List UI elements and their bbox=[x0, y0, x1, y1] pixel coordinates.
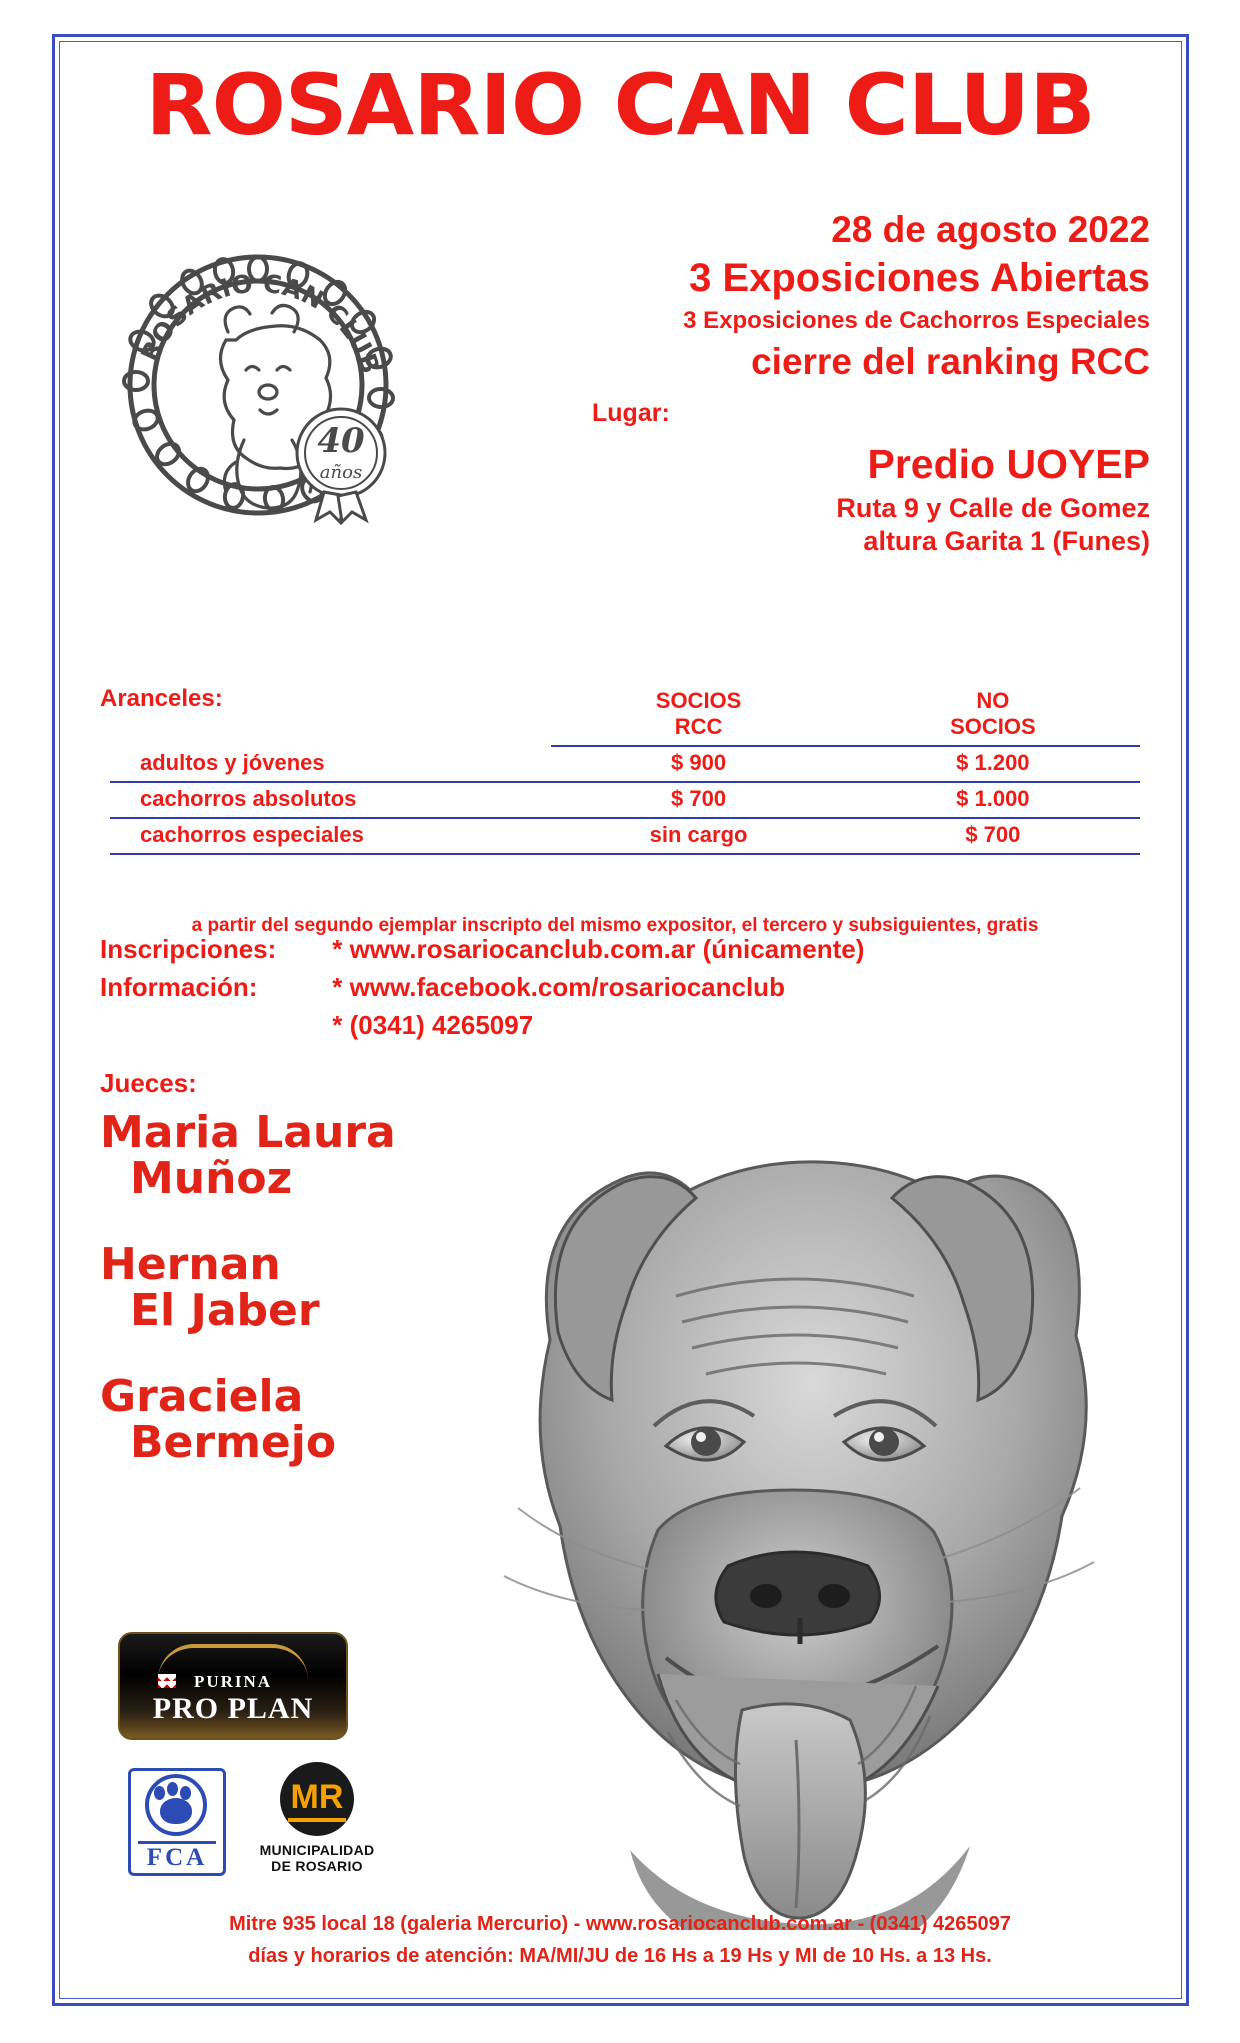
sponsor-fca-logo bbox=[128, 1768, 226, 1876]
event-date: 28 de agosto 2022 bbox=[831, 209, 1150, 250]
muni-line1: MUNICIPALIDAD bbox=[259, 1842, 375, 1858]
club-logo-years-word: años bbox=[319, 462, 363, 483]
event-header bbox=[470, 208, 1150, 558]
dog-portrait-icon bbox=[430, 1010, 1160, 1930]
venue-name: Predio UOYEP bbox=[867, 441, 1150, 487]
sponsor-proplan-logo bbox=[118, 1632, 348, 1740]
fees-note: a partir del segundo ejemplar inscripto del mismo expositor, el tercero y subsiguientes, gratis bbox=[191, 915, 1039, 936]
fees-row2-socios: $ 700 bbox=[551, 782, 845, 818]
list-item bbox=[100, 1371, 460, 1468]
fees-col1-line2: RCC bbox=[551, 714, 845, 746]
paw-toe-icon bbox=[154, 1786, 165, 1800]
judges-list bbox=[100, 1107, 460, 1506]
fees-header-row-1 bbox=[110, 685, 1140, 714]
judge-2-last: El Jaber bbox=[130, 1285, 320, 1336]
page-title: ROSARIO CAN CLUB bbox=[145, 56, 1095, 154]
purina-wordmark: PURINA bbox=[193, 1672, 273, 1691]
fees-row1-socios: $ 900 bbox=[551, 746, 845, 782]
fees-row3-label: cachorros especiales bbox=[110, 818, 551, 854]
event-ranking-close: cierre del ranking RCC bbox=[751, 341, 1150, 382]
fees-col2-line1: NO bbox=[976, 688, 1010, 713]
fees-col2-line2: SOCIOS bbox=[846, 714, 1140, 746]
judge-1-last: Muñoz bbox=[130, 1153, 293, 1204]
muni-line2: DE ROSARIO bbox=[271, 1858, 363, 1874]
fees-col1-line1: SOCIOS bbox=[655, 688, 742, 713]
fees-header-blank bbox=[110, 685, 551, 714]
fees-row2-label: cachorros absolutos bbox=[110, 782, 551, 818]
club-logo-years-number: 40 bbox=[317, 421, 365, 461]
footer-line-1: Mitre 935 local 18 (galeria Mercurio) - www.rosariocanclub.com.ar - (0341) 4265097 bbox=[229, 1913, 1011, 1935]
paw-toe-icon bbox=[180, 1786, 191, 1800]
venue-address-line1: Ruta 9 y Calle de Gomez bbox=[836, 493, 1150, 523]
fees-row3-no-socios: $ 700 bbox=[846, 818, 1140, 854]
muni-mark: MR bbox=[290, 1778, 344, 1816]
judge-3-first: Graciela bbox=[100, 1371, 304, 1422]
fees-row1-label: adultos y jóvenes bbox=[110, 746, 551, 782]
event-open-shows: 3 Exposiciones Abiertas bbox=[689, 256, 1150, 300]
club-logo-icon bbox=[98, 240, 418, 530]
table-row bbox=[110, 746, 1140, 782]
muni-disc-icon bbox=[280, 1762, 354, 1836]
inscripciones-label: Inscripciones: bbox=[100, 934, 277, 964]
footer bbox=[0, 1908, 1240, 1972]
contact-row-inscripciones bbox=[100, 930, 1100, 968]
club-logo bbox=[98, 240, 418, 530]
dog-portrait-image bbox=[430, 1010, 1160, 1930]
fees-header-blank-2 bbox=[110, 714, 551, 746]
list-item bbox=[100, 1107, 460, 1204]
venue-address-line2: altura Garita 1 (Funes) bbox=[863, 526, 1150, 556]
informacion-value[interactable]: * www.facebook.com/rosariocanclub bbox=[332, 972, 785, 1002]
list-item bbox=[100, 1239, 460, 1336]
proplan-wordmark: PRO PLAN bbox=[152, 1692, 314, 1725]
fees-row1-no-socios: $ 1.200 bbox=[846, 746, 1140, 782]
paw-icon bbox=[160, 1798, 192, 1824]
fca-wordmark: FCA bbox=[146, 1844, 208, 1871]
contact-row-informacion bbox=[100, 968, 1100, 1006]
fees-table bbox=[110, 685, 1140, 855]
phone-value: * (0341) 4265097 bbox=[332, 1010, 534, 1040]
club-logo-ring-text: ROSARIO CAN CLUB bbox=[135, 268, 386, 377]
judge-2-first: Hernan bbox=[100, 1239, 281, 1290]
sponsor-municipalidad-logo bbox=[252, 1762, 382, 1874]
table-row bbox=[110, 818, 1140, 854]
svg-text:ROSARIO CAN CLUB bbox=[135, 269, 385, 377]
event-puppy-shows: 3 Exposiciones de Cachorros Especiales bbox=[683, 307, 1150, 334]
fees-title: Aranceles: bbox=[100, 685, 223, 712]
muni-band bbox=[288, 1818, 346, 1822]
judge-3-last: Bermejo bbox=[130, 1417, 337, 1468]
paw-toe-icon bbox=[167, 1782, 178, 1796]
fees-row2-no-socios: $ 1.000 bbox=[846, 782, 1140, 818]
table-row bbox=[110, 782, 1140, 818]
fees-header-row-2 bbox=[110, 714, 1140, 746]
judges-label: Jueces: bbox=[100, 1068, 197, 1098]
venue-label: Lugar: bbox=[592, 399, 670, 427]
judge-1-first: Maria Laura bbox=[100, 1107, 396, 1158]
fees-row3-socios: sin cargo bbox=[551, 818, 845, 854]
informacion-label: Información: bbox=[100, 972, 258, 1002]
inscripciones-value[interactable]: * www.rosariocanclub.com.ar (únicamente) bbox=[332, 934, 865, 964]
footer-line-2: días y horarios de atención: MA/MI/JU de 16 Hs a 19 Hs y MI de 10 Hs. a 13 Hs. bbox=[248, 1945, 992, 1967]
